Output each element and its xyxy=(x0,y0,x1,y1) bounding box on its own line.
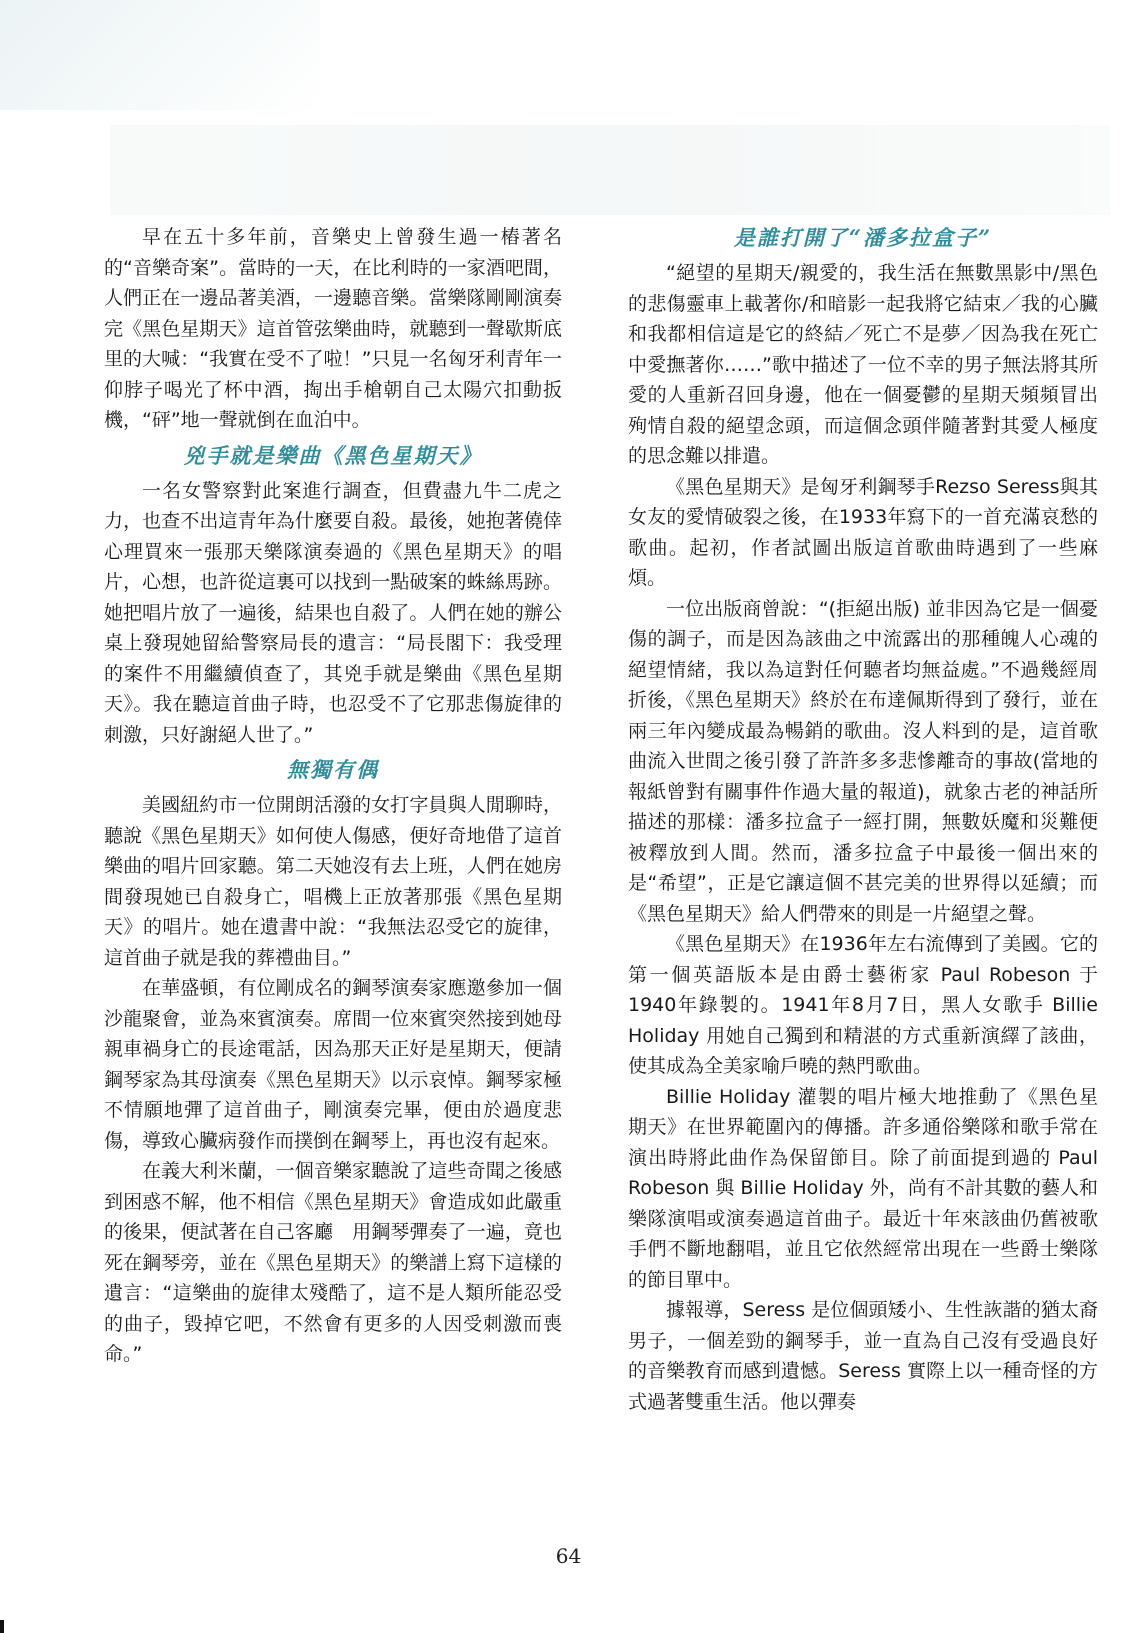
header-banner xyxy=(0,0,1137,218)
paragraph: 《黑色星期天》在1936年左右流傳到了美國。它的第一個英語版本是由爵士藝術家 Paul Robeson 于1940年錄製的。1941年8月7日，黑人女歌手 Billie Holiday 用她自己獨到和精湛的方式重新演繹了該曲，使其成為全美家喻戶曉的熱門歌曲。 xyxy=(628,933,1098,1077)
section-heading: 是誰打開了“潘多拉盒子” xyxy=(733,225,993,250)
paragraph: 《黑色星期天》是匈牙利鋼琴手Rezso Seress與其女友的愛情破裂之後，在1933年寫下的一首充滿哀愁的歌曲。起初，作者試圖出版這首歌曲時遇到了一些麻煩。 xyxy=(628,475,1098,589)
paragraph: 一名女警察對此案進行調查，但費盡九牛二虎之力，也查不出這青年為什麼要自殺。最後，她抱著僥倖心理買來一張那天樂隊演奏過的《黑色星期天》的唱片，心想，也許從這裏可以找到一點破案的蛛絲馬跡。她把唱片放了一遍後，結果也自殺了。人們在她的辦公桌上發現她留給警察局長的遺言：“局長閣下：我受理的案件不用繼續偵查了，其兇手就是樂曲《黑色星期天》。我在聽這首曲子時，也忍受不了它那悲傷旋律的刺激，只好謝絕人世了。” xyxy=(104,479,562,746)
header-title-watermark xyxy=(110,125,1110,215)
section-heading: 兇手就是樂曲《黑色星期天》 xyxy=(183,442,483,468)
paragraph: 據報導，Seress 是位個頭矮小、生性詼諧的猶太裔男子，一個差勁的鋼琴手，並一直為自己沒有受過良好的音樂教育而感到遺憾。Seress 實際上以一種奇怪的方式過著雙重生活。他以彈奏 xyxy=(628,1299,1098,1413)
page-number: 64 xyxy=(555,1544,582,1568)
header-watermark xyxy=(0,0,320,110)
right-column xyxy=(628,222,1098,1417)
paragraph: 早在五十多年前，音樂史上曾發生過一樁著名的“音樂奇案”。當時的一天，在比利時的一家酒吧間，人們正在一邊品著美酒，一邊聽音樂。當樂隊剛剛演奏完《黑色星期天》這首管弦樂曲時，就聽到一聲歇斯底里的大喊：“我實在受不了啦！”只見一名匈牙利青年一仰脖子喝光了杯中酒，掏出手槍朝自己太陽穴扣動扳機，“砰”地一聲就倒在血泊中。 xyxy=(104,226,562,431)
paragraph: Billie Holiday 灌製的唱片極大地推動了《黑色星期天》在世界範圍內的傳播。許多通俗樂隊和歌手常在演出時將此曲作為保留節目。除了前面提到過的 Paul Robeson 與 Billie Holiday 外，尚有不計其數的藝人和樂隊演唱或演奏過這首曲子。最近十年來該曲仍舊被歌手們不斷地翻唱，並且它依然經常出現在一些爵士樂隊的節目單中。 xyxy=(628,1085,1098,1291)
paragraph: 一位出版商曾說：“(拒絕出版) 並非因為它是一個憂傷的調子，而是因為該曲之中流露出的那種魄人心魂的絕望情緒，我以為這對任何聽者均無益處。”不過幾經周折後，《黑色星期天》終於在布達佩斯得到了發行，並在兩三年內變成最為暢銷的歌曲。沒人料到的是，這首歌曲流入世間之後引發了許許多多悲慘離奇的事故(當地的報紙曾對有關事件作過大量的報道)，就象古老的神話所描述的那樣：潘多拉盒子一經打開，無數妖魔和災難便被釋放到人間。然而，潘多拉盒子中最後一個出來的是“希望”，正是它讓這個不甚完美的世界得以延續；而《黑色星期天》給人們帶來的則是一片絕望之聲。 xyxy=(628,597,1098,925)
paragraph: 在華盛頓，有位剛成名的鋼琴演奏家應邀參加一個沙龍聚會，並為來賓演奏。席間一位來賓突然接到她母親車禍身亡的長途電話，因為那天正好是星期天，便請鋼琴家為其母演奏《黑色星期天》以示哀悼。鋼琴家極不情願地彈了這首曲子，剛演奏完畢，便由於過度悲傷，導致心臟病發作而撲倒在鋼琴上，再也沒有起來。 xyxy=(104,977,562,1152)
left-column xyxy=(104,222,562,1370)
paragraph: 在義大利米蘭，一個音樂家聽說了這些奇聞之後感到困惑不解，他不相信《黑色星期天》會造成如此嚴重的後果，便試著在自己客廳 用鋼琴彈奏了一遍，竟也死在鋼琴旁，並在《黑色星期天》的樂譜上寫下這樣的遺言：“這樂曲的旋律太殘酷了，這不是人類所能忍受的曲子，毀掉它吧，不然會有更多的人因受刺激而喪命。” xyxy=(104,1160,562,1365)
crop-mark xyxy=(0,1620,4,1633)
paragraph: 美國紐約市一位開朗活潑的女打字員與人閒聊時，聽說《黑色星期天》如何使人傷感，便好奇地借了這首樂曲的唱片回家聽。第二天她沒有去上班，人們在她房間發現她已自殺身亡，唱機上正放著那張《黑色星期天》的唱片。她在遺書中說：“我無法忍受它的旋律，這首曲子就是我的葬禮曲目。” xyxy=(104,794,562,969)
paragraph: “絕望的星期天/親愛的，我生活在無數黑影中/黑色的悲傷靈車上載著你/和暗影一起我將它結束／我的心臟和我都相信這是它的終結／死亡不是夢／因為我在死亡中愛撫著你……”歌中描述了一位不幸的男子無法將其所愛的人重新召回身邊，他在一個憂鬱的星期天頻頻冒出殉情自殺的絕望念頭，而這個念頭伴隨著對其愛人極度的思念難以排遣。 xyxy=(628,262,1098,467)
section-heading: 無獨有偶 xyxy=(287,757,379,782)
